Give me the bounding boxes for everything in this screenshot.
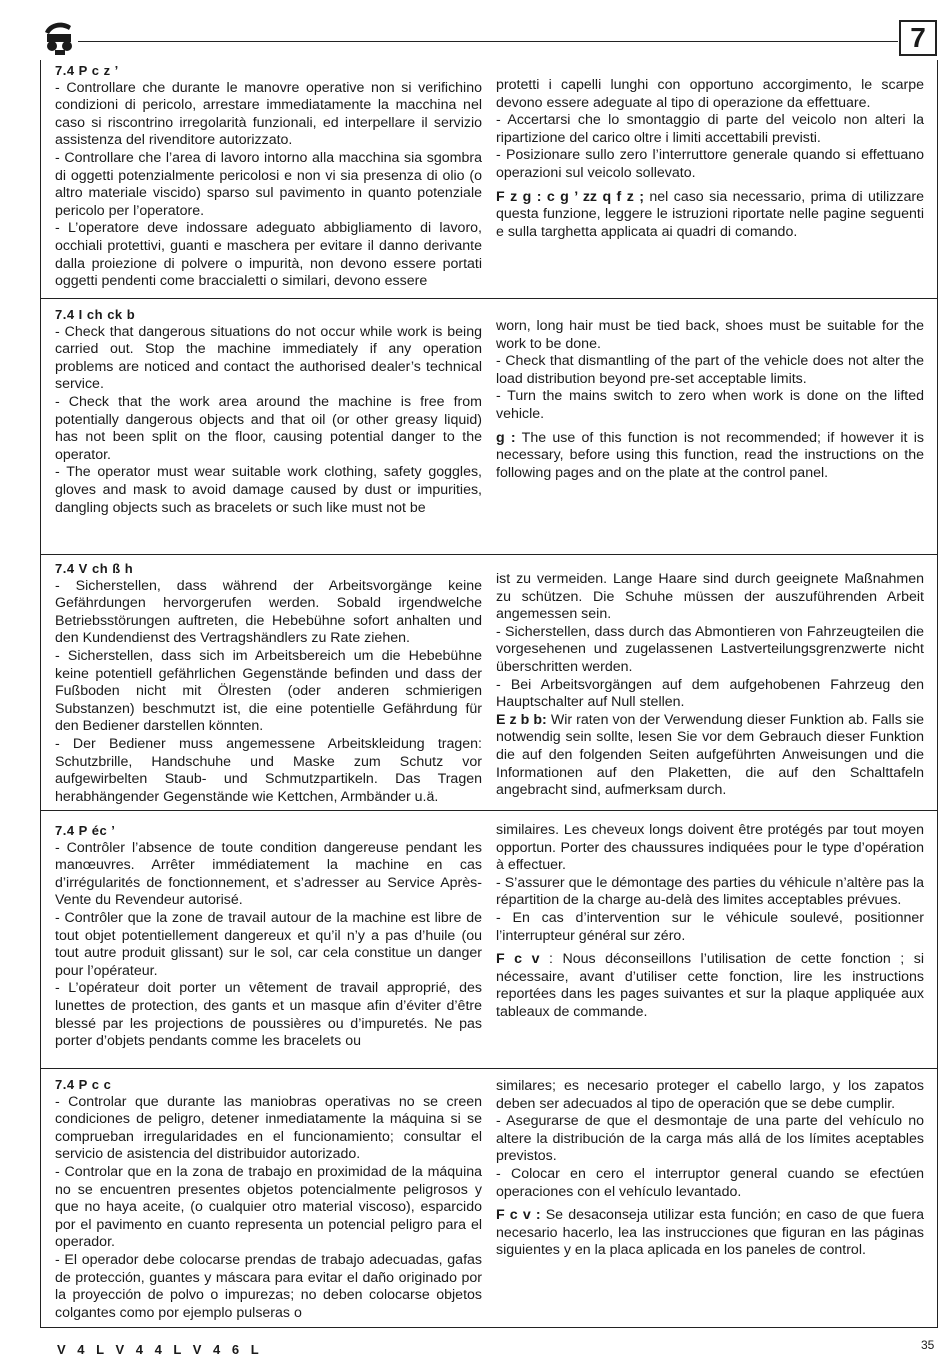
section-left-column xyxy=(55,1076,482,1322)
section-right-column xyxy=(496,318,924,482)
warning-note-text: nel caso sia necessario, prima di utilizzare questa funzione, leggere le istruzioni riportate nelle pagine seguenti e sulla targhetta applicata ai quadri di comando. xyxy=(496,188,924,240)
paragraph: - Controlar que durante las maniobras operativas no se creen condiciones de peligro, detener inmediatamente la máquina si se comprueban irregularidades en el funcionamiento; consultar el servicio de asistencia del distribuidor autorizado. xyxy=(55,1093,482,1163)
car-lift-logo-icon xyxy=(41,18,79,56)
paragraph: worn, long hair must be tied back, shoes must be suitable for the work to be done. xyxy=(496,318,924,352)
section-spanish xyxy=(41,1076,937,1326)
section-title: 7.4 P éc ’ xyxy=(55,823,116,838)
warning-note-text: : Nous déconseillons l’utilisation de cette fonction ; si nécessaire, avant d’utiliser cette fonction, lire les instructions reportées dans les pages suivantes et sur la plaque appliquée aux tableaux de commande. xyxy=(496,951,924,1020)
paragraph: - Controllare che l’area di lavoro intorno alla macchina sia sgombra di oggetti potenzialmente pericolosi e non vi sia presenza di olio (o altro materiale viscido) sparso sul pavimento in quanto potenziale pericolo per l’operatore. xyxy=(55,149,482,219)
paragraph: - Check that the work area around the machine is free from potentially dangerous objects and that oil (or other greasy liquid) has not been split on the floor, causing potential danger to the operator. xyxy=(55,393,482,463)
section-divider xyxy=(41,810,937,811)
warning-note-lead: F c v : xyxy=(496,1207,541,1224)
paragraph: - L’opérateur doit porter un vêtement de travail approprié, des lunettes de protection, des gants et un masque afin d’éviter d’être blessé par les projections de poussières ou d’impuretés. Ne pas porter d’objets pendants comme les bracelets ou xyxy=(55,980,482,1050)
header-rule xyxy=(78,41,898,42)
warning-note xyxy=(496,951,924,1021)
paragraph: - Controllare che durante le manovre operative non si verifichino condizioni di pericolo, arrestare immediatamente la macchina nel caso si riscontrino irregolarità funzionali, ed interpellare il servizio assistenza del rivenditore autorizzato. xyxy=(55,79,482,149)
paragraph: - Accertarsi che lo smontaggio di parte del veicolo non alteri la ripartizione del carico oltre i limiti accettabili previsti. xyxy=(496,112,924,146)
section-title: 7.4 P c c xyxy=(55,1077,112,1092)
section-divider xyxy=(41,1068,937,1069)
paragraph: - Contrôler l’absence de toute condition dangereuse pendant les manœuvres. Arrêter immédiatement la machine en cas d’irrégularités de fonctionnement, et s’adresser au Service Après-Vente du Revendeur autorisé. xyxy=(55,839,482,909)
paragraph: similaires. Les cheveux longs doivent être protégés par tout moyen opportun. Porter des chaussures indiquées pour le type d’opération à effectuer. xyxy=(496,822,924,874)
page-number: 35 xyxy=(921,1338,935,1352)
section-right-column xyxy=(496,822,924,1022)
warning-note-lead: F c v xyxy=(496,951,540,968)
paragraph: - Contrôler que la zone de travail autour de la machine est libre de tout objet potentiellement dangereux et qu’il n’y a pas d’huile (ou tout autre produit glissant) sur le sol, car cela constitue un danger pour l’opérateur. xyxy=(55,909,482,979)
paragraph: - Asegurarse de que el desmontaje de una parte del vehículo no altere la distribución de la carga más allá de los límites aceptables previstos. xyxy=(496,1113,924,1165)
section-left-column xyxy=(55,560,482,806)
warning-note xyxy=(496,712,924,800)
section-english xyxy=(41,306,937,552)
chapter-number: 7 xyxy=(899,20,937,56)
warning-note-text: Wir raten von der Verwendung dieser Funktion ab. Falls sie notwendig sein sollte, lesen Sie vor dem Gebrauch dieser Funktion die auf den folgenden Seiten aufgeführten Anweisungen und die Informationen auf den Plaketten, die auf den Schalttafeln angebracht sind, aufmerksam durch. xyxy=(496,711,924,799)
footer-model-list: V 4 L V 4 4 L V 4 6 L xyxy=(57,1342,263,1357)
warning-note-lead: g : xyxy=(496,429,516,446)
paragraph: - The operator must wear suitable work clothing, safety goggles, gloves and mask to avoid damage caused by dust or impurities, dangling objects such as bracelets or such like must not be xyxy=(55,464,482,516)
section-right-column xyxy=(496,571,924,800)
paragraph: - En cas d’intervention sur le véhicule soulevé, positionner l’interrupteur général sur zéro. xyxy=(496,909,924,944)
warning-note xyxy=(496,430,924,483)
section-left-column xyxy=(55,62,482,291)
section-title: 7.4 V ch ß h xyxy=(55,561,134,576)
paragraph: - Check that dangerous situations do not occur while work is being carried out. Stop the machine immediately if any operation problems are noticed and contact the authorised dealer’s technical service. xyxy=(55,323,482,393)
section-right-column xyxy=(496,77,924,241)
paragraph: - Turn the mains switch to zero when work is done on the lifted vehicle. xyxy=(496,388,924,422)
paragraph: similares; es necesario proteger el cabello largo, y los zapatos deben ser adecuados al tipo de operación que se debe cumplir. xyxy=(496,1078,924,1112)
paragraph: ist zu vermeiden. Lange Haare sind durch geeignete Maßnahmen zu schützen. Die Schuhe müssen der auszuführenden Arbeit angemessen sein. xyxy=(496,571,924,623)
section-italian xyxy=(41,62,937,296)
section-left-column xyxy=(55,306,482,517)
paragraph: - S’assurer que le démontage des parties du véhicule n’altère pas la répartition de la charge au-delà des limites acceptables prévues. xyxy=(496,874,924,909)
section-french xyxy=(41,822,937,1070)
paragraph: - El operador debe colocarse prendas de trabajo adecuadas, gafas de protección, guantes y máscara para evitar el daño originado por la proyección de polvo o impurezas; no deben colocarse objetos colgantes como por ejemplo pulseras o xyxy=(55,1251,482,1321)
paragraph: - Colocar en cero el interruptor general cuando se efectúen operaciones con el vehículo levantado. xyxy=(496,1165,924,1200)
paragraph: - Check that dismantling of the part of the vehicle does not alter the load distribution beyond pre-set acceptable limits. xyxy=(496,353,924,387)
warning-note-lead: E z b b: xyxy=(496,711,547,728)
section-divider xyxy=(41,298,937,299)
section-left-column xyxy=(55,822,482,1051)
section-right-column xyxy=(496,1078,924,1260)
warning-note-lead: F z g : c g ’ zz q f z ; xyxy=(496,188,644,205)
section-divider xyxy=(41,554,937,555)
paragraph: - Sicherstellen, dass während der Arbeitsvorgänge keine Gefährdungen hervorgerufen werden. Sobald irgendwelche Betriebsstörungen auftreten, die Hebebühne sofort anhalten und den Kundendienst des Vertragshändlers zu Rate ziehen. xyxy=(55,577,482,647)
paragraph: - L’operatore deve indossare adeguato abbigliamento di lavoro, occhiali protettivi, guanti e maschera per evitare il danno derivante dalla proiezione di polvere o impurità, non devono essere portati oggetti pendenti come braccialetti o similari, devono essere xyxy=(55,220,482,290)
warning-note-text: The use of this function is not recommended; if however it is necessary, before using this function, read the instructions on the following pages and on the plate at the control panel. xyxy=(496,429,925,481)
content-frame xyxy=(40,60,938,1328)
section-german xyxy=(41,560,937,808)
paragraph: - Sicherstellen, dass sich im Arbeitsbereich um die Hebebühne keine potentiell gefährlichen Gegenstände befinden und dass der Fußboden nicht mit Ölresten (oder anderen schmierigen Substanzen) beschmutzt ist, die eine potentielle Gefährdung für den Bediener darstellen könnten. xyxy=(55,647,482,735)
paragraph: - Controlar que en la zona de trabajo en proximidad de la máquina no se encuentren presentes objetos potencialmente peligrosos y que no haya aceite, (o cualquier otro material viscoso), esparcido por el pavimento en cuanto representa un potencial peligro para el operador. xyxy=(55,1163,482,1251)
warning-note-text: Se desaconseja utilizar esta función; en caso de que fuera necesario hacerlo, lea las instrucciones que figuran en las páginas siguientes y en la placa aplicada en los paneles de control. xyxy=(496,1207,924,1259)
warning-note xyxy=(496,189,924,242)
paragraph: - Bei Arbeitsvorgängen auf dem aufgehobenen Fahrzeug den Hauptschalter auf Null stellen. xyxy=(496,676,924,711)
paragraph: - Sicherstellen, dass durch das Abmontieren von Fahrzeugteilen die vorgesehenen und zugelassenen Lastverteilungsgrenzwerte nicht überschritten werden. xyxy=(496,623,924,675)
paragraph: - Posizionare sullo zero l’interruttore generale quando si effettuano operazioni sul veicolo sollevato. xyxy=(496,147,924,181)
paragraph: protetti i capelli lunghi con opportuno accorgimento, le scarpe devono essere adeguate al tipo di operazione da effettuare. xyxy=(496,77,924,111)
section-title: 7.4 P c z ’ xyxy=(55,63,119,78)
warning-note xyxy=(496,1207,924,1260)
paragraph: - Der Bediener muss angemessene Arbeitskleidung tragen: Schutzbrille, Handschuhe und Maske zum Schutz vor aufgewirbelten Staub- und Schmutzpartikeln. Das Tragen herabhängender Gegenstände wie Kettchen, Armbänder u.ä. xyxy=(55,735,482,805)
section-title: 7.4 I ch ck b xyxy=(55,307,136,322)
